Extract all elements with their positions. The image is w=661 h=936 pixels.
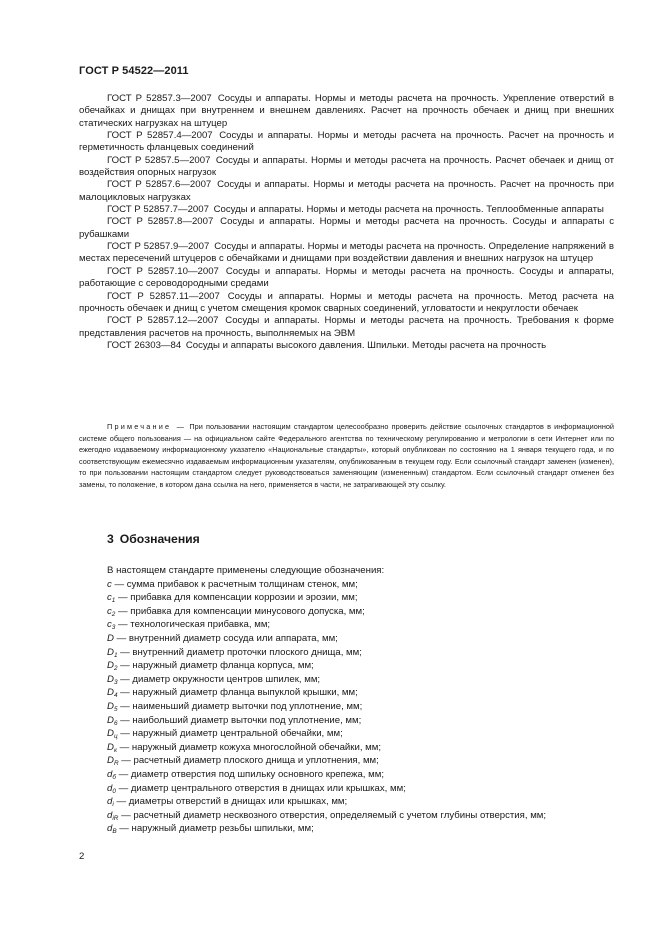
symbol-subscript: к (113, 746, 117, 754)
symbol-row (107, 809, 614, 823)
symbol-row (107, 578, 614, 592)
symbol-definition: — наружный диаметр фланца выпуклой крышки, мм; (120, 687, 358, 699)
reference-title: Сосуды и аппараты. Нормы и методы расчета на прочность. Укрепление отверстий в обечайках и днищах при внутреннем и внешнем давлениях. Расчет на прочность обечаек и днищ при внешних статических нагрузках на штуцер (79, 93, 615, 129)
symbols-intro: В настоящем стандарте применены следующие обозначения: (107, 565, 385, 576)
symbol-row (107, 727, 614, 741)
symbol (107, 823, 117, 834)
symbol-row (107, 700, 614, 714)
reference-title: Сосуды и аппараты. Нормы и методы расчета на прочность. Теплообменные аппараты (213, 204, 604, 216)
symbol-subscript: 0 (112, 787, 116, 795)
symbol-definition: — наружный диаметр резьбы шпильки, мм; (119, 823, 314, 835)
reference-title: Сосуды и аппараты высокого давления. Шпильки. Методы расчета на прочность (185, 339, 547, 351)
symbol-subscript: 4 (113, 692, 118, 700)
symbol-row (107, 741, 614, 755)
symbol-row (107, 618, 614, 632)
reference-code: ГОСТ Р 52857.11—2007 (107, 290, 220, 302)
reference-item (79, 179, 614, 204)
normative-references-list (79, 93, 614, 352)
symbol-subscript: i (112, 801, 114, 809)
reference-item (79, 155, 614, 180)
reference-code: ГОСТ Р 52857.12—2007 (107, 315, 219, 327)
symbol-definition: — сумма прибавок к расчетным толщинам стенок, мм; (114, 578, 358, 590)
symbol-definition: — расчетный диаметр несквозного отверстия, определяемый с учетом глубины отверстия, мм; (121, 809, 547, 821)
symbol-base: c (107, 578, 112, 590)
symbol (107, 647, 118, 658)
symbol-base: d (107, 782, 113, 794)
reference-code: ГОСТ Р 52857.5—2007 (107, 154, 211, 166)
symbol-row (107, 673, 614, 687)
reference-title: Сосуды и аппараты. Нормы и методы расчета на прочность. Метод расчета на прочность обечаек и днищ с учетом смещения кромок сварных соединений, угловатости и некруглости обечаек (79, 290, 615, 314)
symbol-definition: — технологическая прибавка, мм; (118, 619, 271, 631)
symbol-row (107, 686, 614, 700)
reference-code: ГОСТ Р 52857.9—2007 (107, 241, 210, 253)
symbol-definition: — диаметр отверстия под шпильку основного крепежа, мм; (118, 768, 384, 780)
symbol (107, 728, 118, 739)
symbol-base: D (107, 687, 114, 699)
reference-item (79, 315, 614, 340)
symbol-definition: — наружный диаметр центральной обечайки, мм; (120, 728, 343, 740)
section-heading (107, 532, 200, 546)
symbol (107, 687, 118, 698)
symbol-base: D (107, 700, 114, 712)
symbol (107, 715, 118, 726)
symbol-subscript: 3 (113, 678, 118, 686)
reference-title: Сосуды и аппараты. Нормы и методы расчета на прочность. Сосуды и аппараты, работающие с сероводородными средами (79, 265, 615, 290)
symbol-subscript: 2 (113, 665, 118, 673)
page-number: 2 (79, 851, 85, 862)
symbol (107, 660, 118, 671)
symbol-row (107, 782, 614, 796)
symbol-definition: — внутренний диаметр проточки плоского днища, мм; (120, 646, 362, 658)
symbol-definition: — прибавка для компенсации минусового допуска, мм; (118, 605, 365, 617)
reference-code: ГОСТ Р 52857.7—2007 (107, 204, 209, 216)
symbol-base: D (107, 755, 114, 767)
symbol-subscript: 5 (113, 705, 118, 713)
symbol-base: d (107, 796, 113, 808)
document-header-id: ГОСТ Р 54522—2011 (79, 65, 189, 77)
reference-item (79, 93, 614, 130)
symbol (107, 742, 117, 753)
symbol-row (107, 754, 614, 768)
reference-title: Сосуды и аппараты. Нормы и методы расчета на прочность. Расчет на прочность и герметичность фланцевых соединений (79, 130, 615, 154)
symbol-base: d (107, 823, 113, 835)
symbol-subscript: iR (112, 814, 119, 822)
section-number: 3 (107, 532, 114, 546)
symbol-base: d (107, 768, 113, 780)
symbol-row (107, 632, 614, 646)
symbol-definition: — внутренний диаметр сосуда или аппарата, мм; (116, 632, 338, 644)
symbol-base: D (107, 714, 114, 726)
symbol-definition: — прибавка для компенсации коррозии и эрозии, мм; (118, 592, 358, 604)
reference-code: ГОСТ Р 52857.4—2007 (107, 130, 213, 142)
reference-code: ГОСТ Р 52857.3—2007 (107, 93, 212, 104)
symbol-definition: — диаметр центрального отверстия в днищах или крышках, мм; (118, 782, 406, 794)
symbol-definition: — диаметры отверстий в днищах или крышках, мм; (116, 796, 348, 808)
symbol-subscript: 3 (111, 624, 116, 632)
symbol-row (107, 795, 614, 809)
reference-item (79, 204, 614, 216)
symbol-base: D (107, 632, 114, 644)
symbol-row (107, 768, 614, 782)
reference-code: ГОСТ Р 52857.10—2007 (107, 265, 219, 277)
symbol-row (107, 659, 614, 673)
symbol-row (107, 646, 614, 660)
symbol-base: D (107, 660, 114, 672)
symbols-list (107, 564, 614, 836)
symbol (107, 810, 118, 821)
reference-code: ГОСТ Р 52857.6—2007 (107, 179, 212, 191)
reference-code: ГОСТ Р 52857.8—2007 (107, 216, 214, 228)
reference-item (79, 266, 614, 291)
symbol (107, 755, 119, 766)
reference-title: Сосуды и аппараты. Нормы и методы расчета на прочность. Сосуды и аппараты с рубашками (79, 216, 615, 240)
symbol-definition: — наружный диаметр фланца корпуса, мм; (120, 660, 314, 672)
symbol-row (107, 822, 614, 836)
reference-title: Сосуды и аппараты. Нормы и методы расчета на прочность. Определение напряжений в местах пересечений штуцеров с обечайками и днищами при воздействии давления и внешних нагрузок на штуцер (79, 241, 614, 265)
symbol-subscript: 1 (111, 597, 116, 605)
symbol-subscript: 6 (113, 719, 118, 727)
reference-item (79, 130, 614, 155)
symbol (107, 701, 118, 712)
reference-title: Сосуды и аппараты. Нормы и методы расчета на прочность. Расчет на прочность при малоцикловых нагрузках (79, 179, 615, 203)
reference-code: ГОСТ 26303—84 (107, 339, 182, 351)
symbol-subscript: 1 (113, 651, 118, 659)
symbol (107, 769, 116, 780)
symbol (107, 633, 114, 644)
symbol-row (107, 605, 614, 619)
reference-item (79, 340, 614, 352)
symbol (107, 579, 112, 590)
symbol-base: c (107, 619, 112, 631)
symbol-subscript: 2 (111, 610, 116, 618)
symbol-base: D (107, 673, 114, 685)
symbol-definition: — диаметр окружности центров шпилек, мм; (120, 673, 321, 685)
symbol-definition: — наружный диаметр кожуха многослойной обечайки, мм; (119, 741, 382, 753)
symbol-subscript: б (112, 773, 116, 781)
symbol-definition: — наибольший диаметр выточки под уплотнение, мм; (120, 714, 362, 726)
symbol-subscript: ц (113, 733, 118, 741)
symbol (107, 674, 118, 685)
symbol (107, 796, 114, 807)
symbol-base: D (107, 741, 114, 753)
reference-title: Сосуды и аппараты. Нормы и методы расчета на прочность. Расчет обечаек и днищ от воздействия опорных нагрузок (79, 154, 615, 179)
symbol-base: c (107, 592, 112, 604)
symbol (107, 783, 116, 794)
symbol-definition: — расчетный диаметр плоского днища и уплотнения, мм; (121, 755, 379, 767)
symbol (107, 592, 115, 603)
section-title: Обозначения (119, 532, 200, 546)
note-paragraph (79, 421, 614, 491)
symbol (107, 619, 115, 630)
symbol-definition: — наименьший диаметр выточки под уплотнение, мм; (120, 700, 363, 712)
reference-item (79, 291, 614, 316)
symbol-base: D (107, 646, 114, 658)
symbol-row (107, 591, 614, 605)
reference-title: Сосуды и аппараты. Нормы и методы расчета на прочность. Требования к форме представления расчетов на прочность, выполняемых на ЭВМ (79, 315, 614, 339)
note-text: При пользовании настоящим стандартом целесообразно проверить действие ссылочных стандартов в информационной системе общего пользования — на официальном сайте Федерального агентства по техническому регулированию и метрологии в сети Интернет или по ежегодно издаваемому информационному указателю «Национальные стандарты», который опубликован по состоянию на 1 января текущего года, и по соответствующим ежемесячно издаваемым информационным указателям, опубликованным в текущем году. Если ссылочный стандарт заменен (изменен), то при пользовании настоящим стандартом следует руководствоваться заменяющим (измененным) стандартом. Если ссылочный стандарт отменен без замены, то положение, в котором дана ссылка на него, применяется в части, не затрагивающей эту ссылку. (79, 422, 614, 489)
symbol (107, 606, 115, 617)
reference-item (79, 241, 614, 266)
symbol-base: d (107, 809, 113, 821)
symbol-base: c (107, 605, 112, 617)
note-label: Примечание — (107, 422, 187, 431)
reference-item (79, 216, 614, 241)
symbol-subscript: R (113, 760, 119, 768)
symbol-base: D (107, 728, 114, 740)
symbol-row (107, 714, 614, 728)
symbol-subscript: B (112, 828, 117, 836)
